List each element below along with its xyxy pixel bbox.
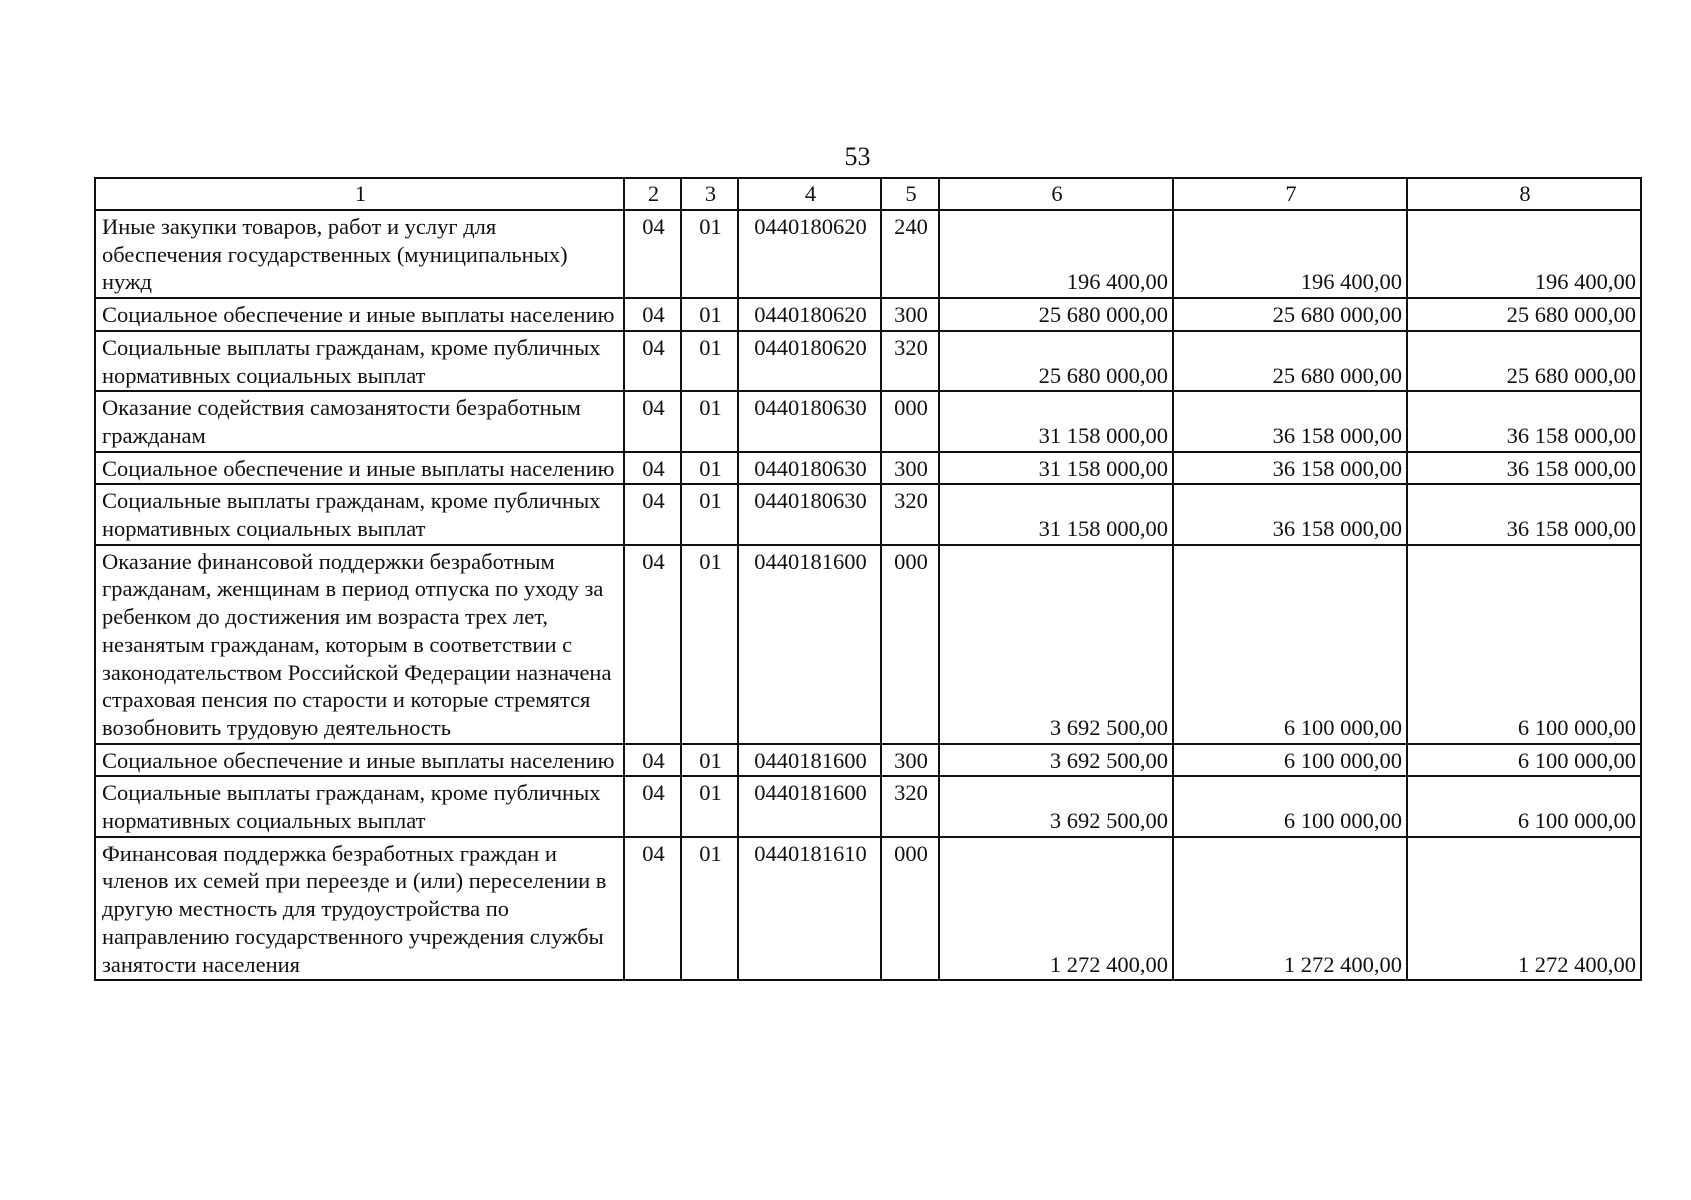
expense-type-code: 000 xyxy=(881,391,939,451)
column-header: 3 xyxy=(681,178,738,210)
row-name: Социальные выплаты гражданам, кроме публичных нормативных социальных выплат xyxy=(95,331,624,391)
amount-col7: 196 400,00 xyxy=(1173,210,1407,298)
amount-col7: 36 158 000,00 xyxy=(1173,484,1407,544)
amount-col8: 36 158 000,00 xyxy=(1407,484,1641,544)
subsection-code: 01 xyxy=(681,484,738,544)
expense-type-code: 300 xyxy=(881,452,939,485)
expense-type-code: 000 xyxy=(881,545,939,744)
section-code: 04 xyxy=(624,744,681,777)
expense-type-code: 300 xyxy=(881,298,939,331)
budget-table xyxy=(94,177,1642,981)
subsection-code: 01 xyxy=(681,298,738,331)
target-article-code: 0440180630 xyxy=(738,391,881,451)
table-row xyxy=(95,837,1641,981)
amount-col8: 6 100 000,00 xyxy=(1407,744,1641,777)
target-article-code: 0440180630 xyxy=(738,452,881,485)
column-header: 5 xyxy=(881,178,939,210)
column-header: 7 xyxy=(1173,178,1407,210)
row-name: Оказание содействия самозанятости безработным гражданам xyxy=(95,391,624,451)
subsection-code: 01 xyxy=(681,210,738,298)
table-row xyxy=(95,210,1641,298)
section-code: 04 xyxy=(624,210,681,298)
amount-col7: 6 100 000,00 xyxy=(1173,545,1407,744)
table-header-row xyxy=(95,178,1641,210)
amount-col8: 6 100 000,00 xyxy=(1407,776,1641,836)
row-name: Финансовая поддержка безработных граждан и членов их семей при переезде и (или) переселении в другую местность для трудоустройства по направлению государственного учреждения службы занятости населения xyxy=(95,837,624,981)
expense-type-code: 320 xyxy=(881,331,939,391)
row-name: Оказание финансовой поддержки безработным гражданам, женщинам в период отпуска по уходу за ребенком до достижения им возраста трех лет, незанятым гражданам, которым в соответствии с законодательством Российской Федерации назначена страховая пенсия по старости и которые стремятся возобновить трудовую деятельность xyxy=(95,545,624,744)
subsection-code: 01 xyxy=(681,545,738,744)
column-header: 8 xyxy=(1407,178,1641,210)
target-article-code: 0440181600 xyxy=(738,744,881,777)
column-header: 2 xyxy=(624,178,681,210)
amount-col8: 196 400,00 xyxy=(1407,210,1641,298)
section-code: 04 xyxy=(624,545,681,744)
table-row xyxy=(95,776,1641,836)
expense-type-code: 320 xyxy=(881,484,939,544)
amount-col8: 36 158 000,00 xyxy=(1407,391,1641,451)
section-code: 04 xyxy=(624,837,681,981)
row-name: Социальное обеспечение и иные выплаты населению xyxy=(95,452,624,485)
amount-col7: 6 100 000,00 xyxy=(1173,776,1407,836)
subsection-code: 01 xyxy=(681,776,738,836)
target-article-code: 0440180620 xyxy=(738,331,881,391)
amount-col7: 6 100 000,00 xyxy=(1173,744,1407,777)
amount-col8: 25 680 000,00 xyxy=(1407,331,1641,391)
amount-col6: 1 272 400,00 xyxy=(939,837,1173,981)
target-article-code: 0440181600 xyxy=(738,545,881,744)
subsection-code: 01 xyxy=(681,391,738,451)
amount-col8: 36 158 000,00 xyxy=(1407,452,1641,485)
amount-col6: 31 158 000,00 xyxy=(939,452,1173,485)
page-number: 53 xyxy=(844,142,871,171)
column-header: 6 xyxy=(939,178,1173,210)
table-row xyxy=(95,545,1641,744)
amount-col8: 6 100 000,00 xyxy=(1407,545,1641,744)
section-code: 04 xyxy=(624,776,681,836)
row-name: Социальные выплаты гражданам, кроме публичных нормативных социальных выплат xyxy=(95,484,624,544)
amount-col6: 3 692 500,00 xyxy=(939,744,1173,777)
section-code: 04 xyxy=(624,484,681,544)
row-name: Социальное обеспечение и иные выплаты населению xyxy=(95,744,624,777)
amount-col7: 25 680 000,00 xyxy=(1173,298,1407,331)
target-article-code: 0440180620 xyxy=(738,298,881,331)
amount-col7: 1 272 400,00 xyxy=(1173,837,1407,981)
amount-col7: 36 158 000,00 xyxy=(1173,391,1407,451)
expense-type-code: 000 xyxy=(881,837,939,981)
amount-col6: 196 400,00 xyxy=(939,210,1173,298)
amount-col6: 25 680 000,00 xyxy=(939,331,1173,391)
amount-col8: 1 272 400,00 xyxy=(1407,837,1641,981)
row-name: Иные закупки товаров, работ и услуг для обеспечения государственных (муниципальных) нужд xyxy=(95,210,624,298)
table-row xyxy=(95,452,1641,485)
column-header: 1 xyxy=(95,178,624,210)
subsection-code: 01 xyxy=(681,744,738,777)
target-article-code: 0440180620 xyxy=(738,210,881,298)
amount-col7: 36 158 000,00 xyxy=(1173,452,1407,485)
section-code: 04 xyxy=(624,331,681,391)
target-article-code: 0440180630 xyxy=(738,484,881,544)
section-code: 04 xyxy=(624,298,681,331)
target-article-code: 0440181610 xyxy=(738,837,881,981)
target-article-code: 0440181600 xyxy=(738,776,881,836)
column-header: 4 xyxy=(738,178,881,210)
row-name: Социальные выплаты гражданам, кроме публичных нормативных социальных выплат xyxy=(95,776,624,836)
row-name: Социальное обеспечение и иные выплаты населению xyxy=(95,298,624,331)
expense-type-code: 240 xyxy=(881,210,939,298)
amount-col8: 25 680 000,00 xyxy=(1407,298,1641,331)
amount-col6: 31 158 000,00 xyxy=(939,391,1173,451)
amount-col6: 25 680 000,00 xyxy=(939,298,1173,331)
section-code: 04 xyxy=(624,452,681,485)
table-row xyxy=(95,484,1641,544)
table-row xyxy=(95,298,1641,331)
subsection-code: 01 xyxy=(681,837,738,981)
subsection-code: 01 xyxy=(681,452,738,485)
table-row xyxy=(95,744,1641,777)
table-row xyxy=(95,391,1641,451)
expense-type-code: 300 xyxy=(881,744,939,777)
section-code: 04 xyxy=(624,391,681,451)
amount-col6: 3 692 500,00 xyxy=(939,776,1173,836)
amount-col7: 25 680 000,00 xyxy=(1173,331,1407,391)
amount-col6: 31 158 000,00 xyxy=(939,484,1173,544)
table-row xyxy=(95,331,1641,391)
amount-col6: 3 692 500,00 xyxy=(939,545,1173,744)
expense-type-code: 320 xyxy=(881,776,939,836)
subsection-code: 01 xyxy=(681,331,738,391)
